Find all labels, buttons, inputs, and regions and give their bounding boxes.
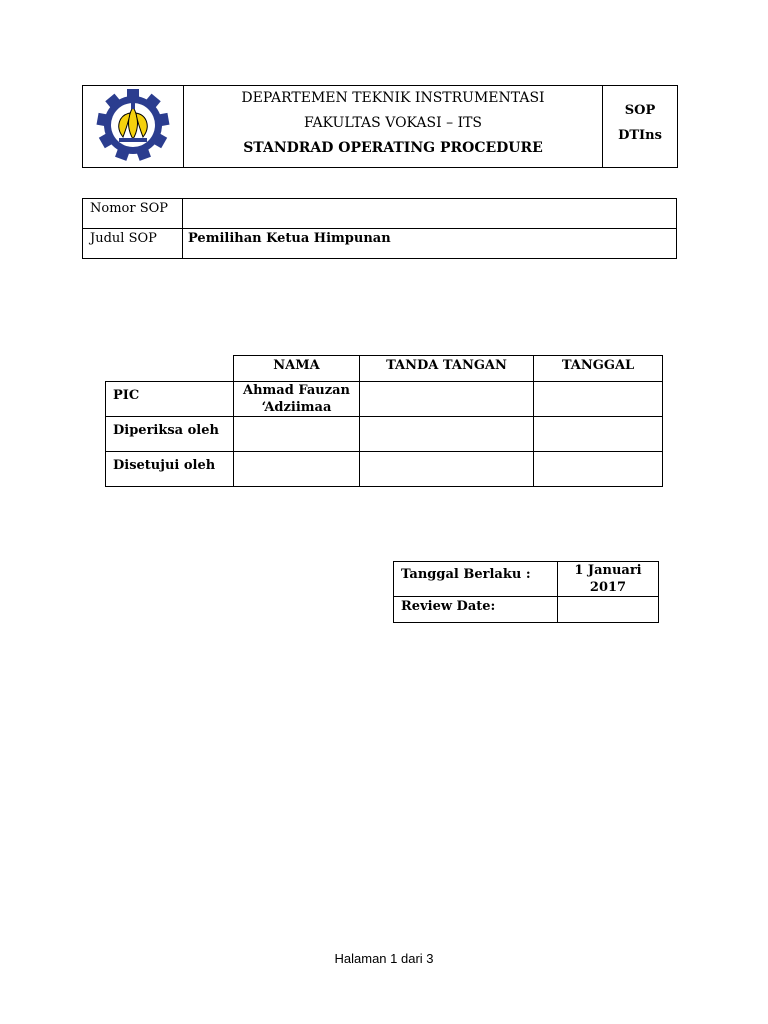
pic-name-line1: Ahmad Fauzan <box>243 383 350 398</box>
tanggal-berlaku-line2: 2017 <box>589 580 627 595</box>
nomor-sop-label: Nomor SOP <box>83 199 183 229</box>
document-title: STANDRAD OPERATING PROCEDURE <box>243 140 543 156</box>
row-label-disetujui: Disetujui oleh <box>106 452 234 487</box>
review-date-value <box>558 597 659 623</box>
nomor-sop-row <box>83 199 677 229</box>
diperiksa-name-cell <box>234 417 360 452</box>
department-name: DEPARTEMEN TEKNIK INSTRUMENTASI <box>241 90 545 106</box>
its-logo-icon <box>95 89 171 161</box>
disetujui-name-cell <box>234 452 360 487</box>
table-row <box>106 382 663 417</box>
row-label-diperiksa: Diperiksa oleh <box>106 417 234 452</box>
review-date-label: Review Date: <box>394 597 558 623</box>
column-header-nama: NAMA <box>234 356 360 382</box>
judul-sop-label: Judul SOP <box>83 229 183 259</box>
tanggal-berlaku-value <box>558 562 659 597</box>
faculty-name: FAKULTAS VOKASI – ITS <box>303 115 483 131</box>
disetujui-signature-cell <box>360 452 534 487</box>
row-label-pic: PIC <box>106 382 234 417</box>
diperiksa-signature-cell <box>360 417 534 452</box>
pic-name <box>234 382 360 417</box>
empty-corner-cell <box>106 356 234 382</box>
code-dtins: DTIns <box>618 128 662 143</box>
diperiksa-date-cell <box>534 417 663 452</box>
page-number: Halaman 1 dari 3 <box>334 951 434 966</box>
signature-header-row <box>106 356 663 382</box>
pic-date-cell <box>534 382 663 417</box>
effective-date-table <box>393 561 659 623</box>
judul-sop-row <box>83 229 677 259</box>
pic-name-line2: ‘Adziimaa <box>261 400 332 415</box>
tanggal-berlaku-row <box>394 562 659 597</box>
sop-info-table <box>82 198 677 259</box>
code-sop: SOP <box>624 103 656 118</box>
nomor-sop-value <box>183 199 677 229</box>
tanggal-berlaku-line1: 1 Januari <box>574 563 642 578</box>
table-row <box>106 417 663 452</box>
table-row <box>106 452 663 487</box>
header-table <box>82 85 678 168</box>
pic-signature-cell <box>360 382 534 417</box>
judul-sop-value: Pemilihan Ketua Himpunan <box>183 229 677 259</box>
header-title-cell <box>184 86 603 168</box>
header-code-cell <box>603 86 678 168</box>
tanggal-berlaku-label: Tanggal Berlaku : <box>394 562 558 597</box>
logo-cell <box>83 86 184 168</box>
column-header-tanggal: TANGGAL <box>534 356 663 382</box>
review-date-row <box>394 597 659 623</box>
column-header-tanda-tangan: TANDA TANGAN <box>360 356 534 382</box>
disetujui-date-cell <box>534 452 663 487</box>
signature-table <box>105 355 663 487</box>
